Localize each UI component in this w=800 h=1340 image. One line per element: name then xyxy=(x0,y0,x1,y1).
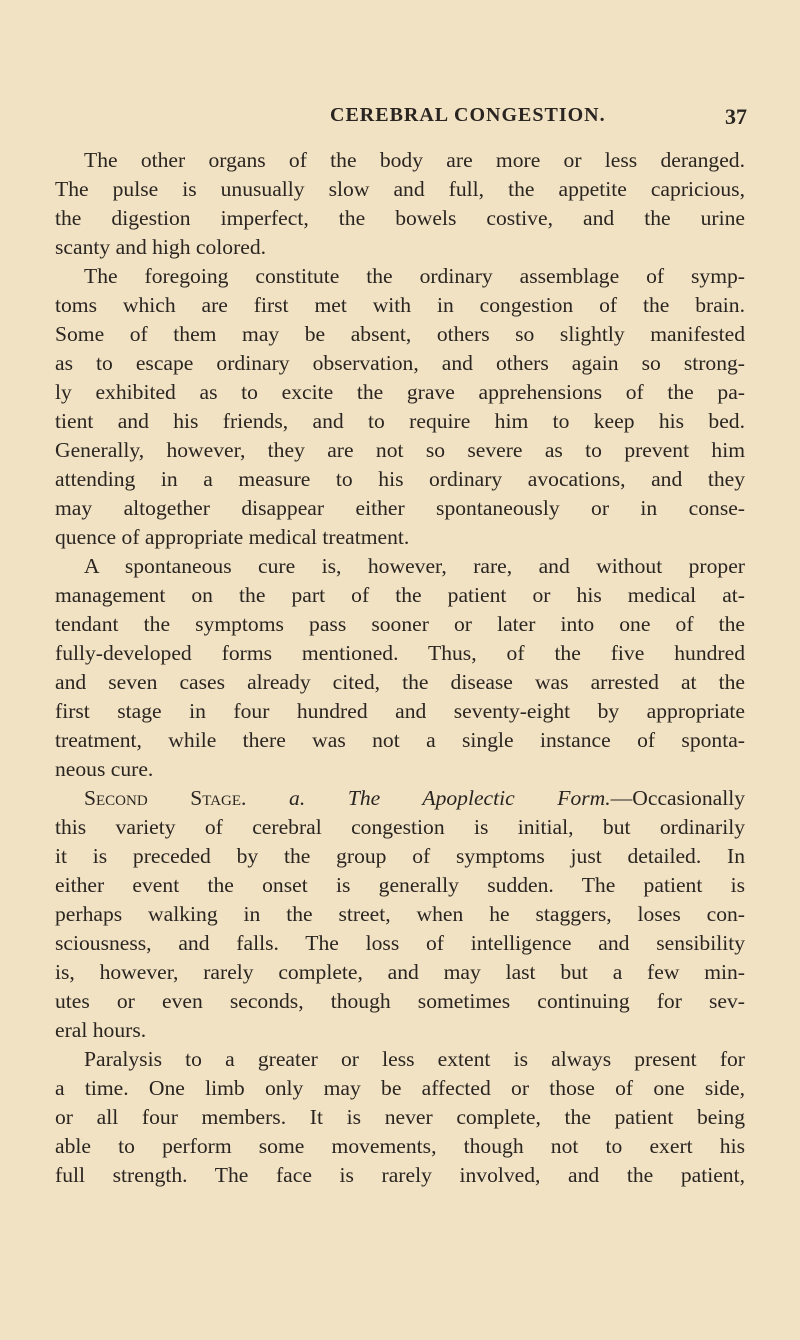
text-line: A spontaneous cure is, however, rare, and without proper xyxy=(84,554,745,578)
section-heading: Second Stage. xyxy=(84,786,247,810)
text-line: sciousness, and falls. The loss of intelligence and sensibility xyxy=(55,931,745,955)
text-line: or all four members. It is never complete, the patient being xyxy=(55,1105,745,1129)
text-line: neous cure. xyxy=(55,757,154,781)
text-line: the digestion imperfect, the bowels costive, and the urine xyxy=(55,206,745,230)
text-line: attending in a measure to his ordinary avocations, and they xyxy=(55,467,745,491)
text-line: Some of them may be absent, others so slightly manifested xyxy=(55,322,745,346)
page-number: 37 xyxy=(725,104,747,129)
text-line: The pulse is unusually slow and full, the appetite capricious, xyxy=(55,177,745,201)
text-line: ly exhibited as to excite the grave apprehensions of the pa- xyxy=(55,380,745,404)
text-line: and seven cases already cited, the disease was arrested at the xyxy=(55,670,745,694)
section-marker: a. xyxy=(289,786,306,810)
text-line: perhaps walking in the street, when he staggers, loses con- xyxy=(55,902,745,926)
text-line: tendant the symptoms pass sooner or later into one of the xyxy=(55,612,745,636)
text-line: toms which are first met with in congestion of the brain. xyxy=(55,293,745,317)
text-line: Paralysis to a greater or less extent is always present for xyxy=(84,1047,745,1071)
text-line: tient and his friends, and to require him to keep his bed. xyxy=(55,409,745,433)
text-line: utes or even seconds, though sometimes continuing for sev- xyxy=(55,989,745,1013)
form-title: The Apoplectic Form. xyxy=(347,786,611,810)
text-line: quence of appropriate medical treatment. xyxy=(55,525,410,549)
text-fragment: —Occasionally xyxy=(610,786,745,810)
text-line: able to perform some movements, though not to exert his xyxy=(55,1134,745,1158)
text-line: fully-developed forms mentioned. Thus, of the five hundred xyxy=(55,641,745,665)
text-line: The foregoing constitute the ordinary assemblage of symp- xyxy=(84,264,745,288)
text-line: Generally, however, they are not so severe as to prevent him xyxy=(55,438,745,462)
text-line: is, however, rarely complete, and may last but a few min- xyxy=(55,960,745,984)
text-line: it is preceded by the group of symptoms just detailed. In xyxy=(55,844,745,868)
text-line: may altogether disappear either spontaneously or in conse- xyxy=(55,496,745,520)
text-line: scanty and high colored. xyxy=(55,235,267,259)
text-line: first stage in four hundred and seventy-eight by appropriate xyxy=(55,699,745,723)
text-line: either event the onset is generally sudden. The patient is xyxy=(55,873,745,897)
text-line: a time. One limb only may be affected or those of one side, xyxy=(55,1076,745,1100)
text-line: The other organs of the body are more or less deranged. xyxy=(84,148,745,172)
text-line: treatment, while there was not a single instance of sponta- xyxy=(55,728,745,752)
chapter-title: CEREBRAL CONGESTION. xyxy=(330,104,606,126)
text-line: management on the part of the patient or his medical at- xyxy=(55,583,745,607)
text-line: full strength. The face is rarely involved, and the patient, xyxy=(55,1163,745,1187)
second-stage-line xyxy=(84,784,745,812)
text-line: as to escape ordinary observation, and others again so strong- xyxy=(55,351,745,375)
running-head xyxy=(55,104,745,134)
text-line: eral hours. xyxy=(55,1018,147,1042)
text-line: this variety of cerebral congestion is initial, but ordinarily xyxy=(55,815,745,839)
